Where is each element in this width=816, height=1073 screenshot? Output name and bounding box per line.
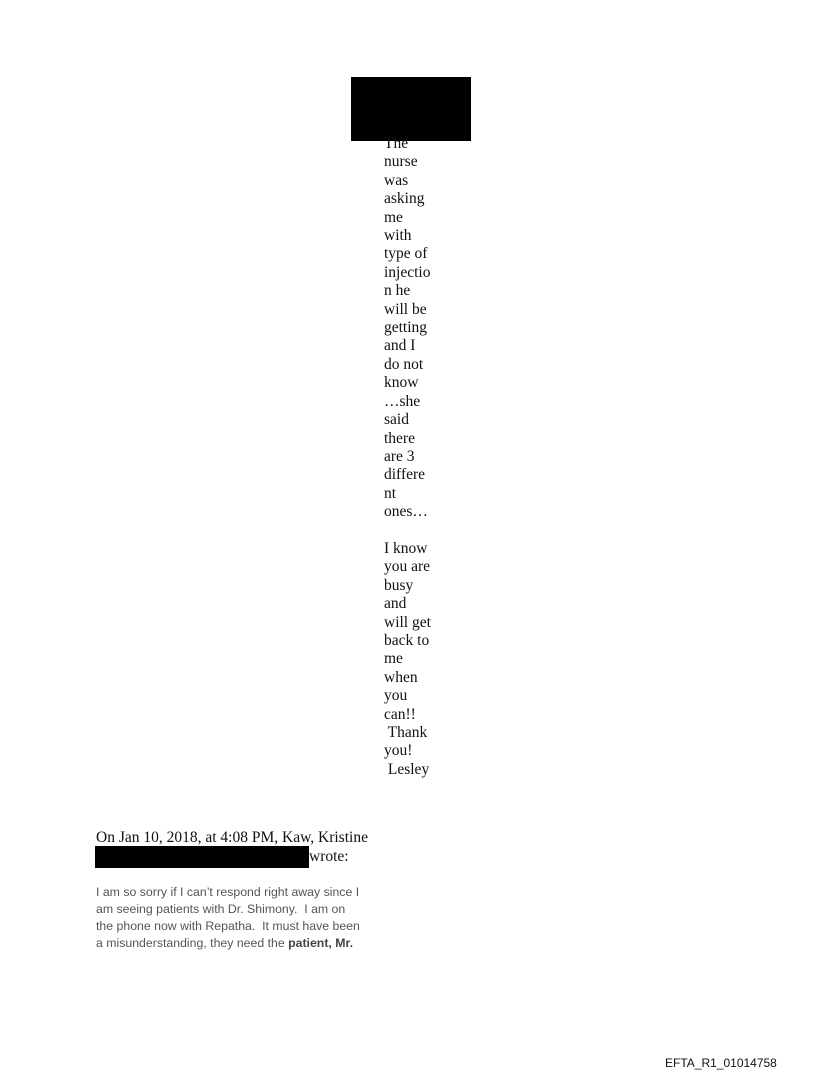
body-line: nt — [384, 484, 397, 502]
message-body — [384, 135, 446, 779]
body-line: getting — [384, 319, 428, 337]
body-line: will be — [384, 300, 427, 318]
body-line: you are — [384, 558, 431, 576]
body-line: can!! — [384, 705, 416, 723]
body-line: asking — [384, 190, 425, 208]
redaction-block-email — [95, 846, 309, 868]
body-line: injectio — [384, 263, 431, 281]
reply-text — [96, 884, 396, 952]
body-line: ones… — [384, 503, 428, 521]
paragraph-gap — [384, 522, 446, 540]
body-line: differe — [384, 466, 426, 484]
body-line: will get — [384, 613, 431, 631]
body-line: was — [384, 171, 409, 189]
body-line: you — [384, 687, 408, 705]
body-line: when — [384, 668, 418, 686]
reply-line — [96, 935, 396, 952]
reply-line: am seeing patients with Dr. Shimony. I am on — [96, 902, 346, 916]
body-line: and — [384, 595, 407, 613]
body-line: …she — [384, 392, 421, 410]
reply-line: I am so sorry if I can’t respond right away since I — [96, 885, 360, 899]
body-line: me — [384, 208, 403, 226]
body-line: with — [384, 227, 412, 245]
body-line: back to — [384, 631, 430, 649]
body-line: n he — [384, 282, 411, 300]
body-line: you! — [384, 742, 413, 760]
body-line: said — [384, 411, 409, 429]
body-line: busy — [384, 576, 414, 594]
quoted-header: On Jan 10, 2018, at 4:08 PM, Kaw, Kristine — [96, 829, 368, 846]
body-line: Thank — [384, 723, 428, 741]
body-line: know — [384, 374, 419, 392]
body-line: type of — [384, 245, 428, 263]
document-id: EFTA_R1_01014758 — [665, 1056, 777, 1070]
body-line: do not — [384, 355, 424, 373]
body-line: and I — [384, 337, 416, 355]
reply-line-bold: patient, Mr. — [288, 936, 354, 950]
body-line: me — [384, 650, 403, 668]
redaction-block-top — [351, 77, 471, 141]
reply-line: the phone now with Repatha. It must have been — [96, 919, 360, 933]
body-line: Lesley — [384, 760, 430, 778]
body-line: nurse — [384, 153, 418, 171]
body-line: are 3 — [384, 447, 415, 465]
body-line: I know — [384, 539, 428, 557]
body-line: there — [384, 429, 415, 447]
body-line: The — [384, 135, 409, 152]
reply-line-plain: a misunderstanding, they need the — [96, 936, 289, 950]
quoted-header-wrote: wrote: — [309, 848, 349, 865]
